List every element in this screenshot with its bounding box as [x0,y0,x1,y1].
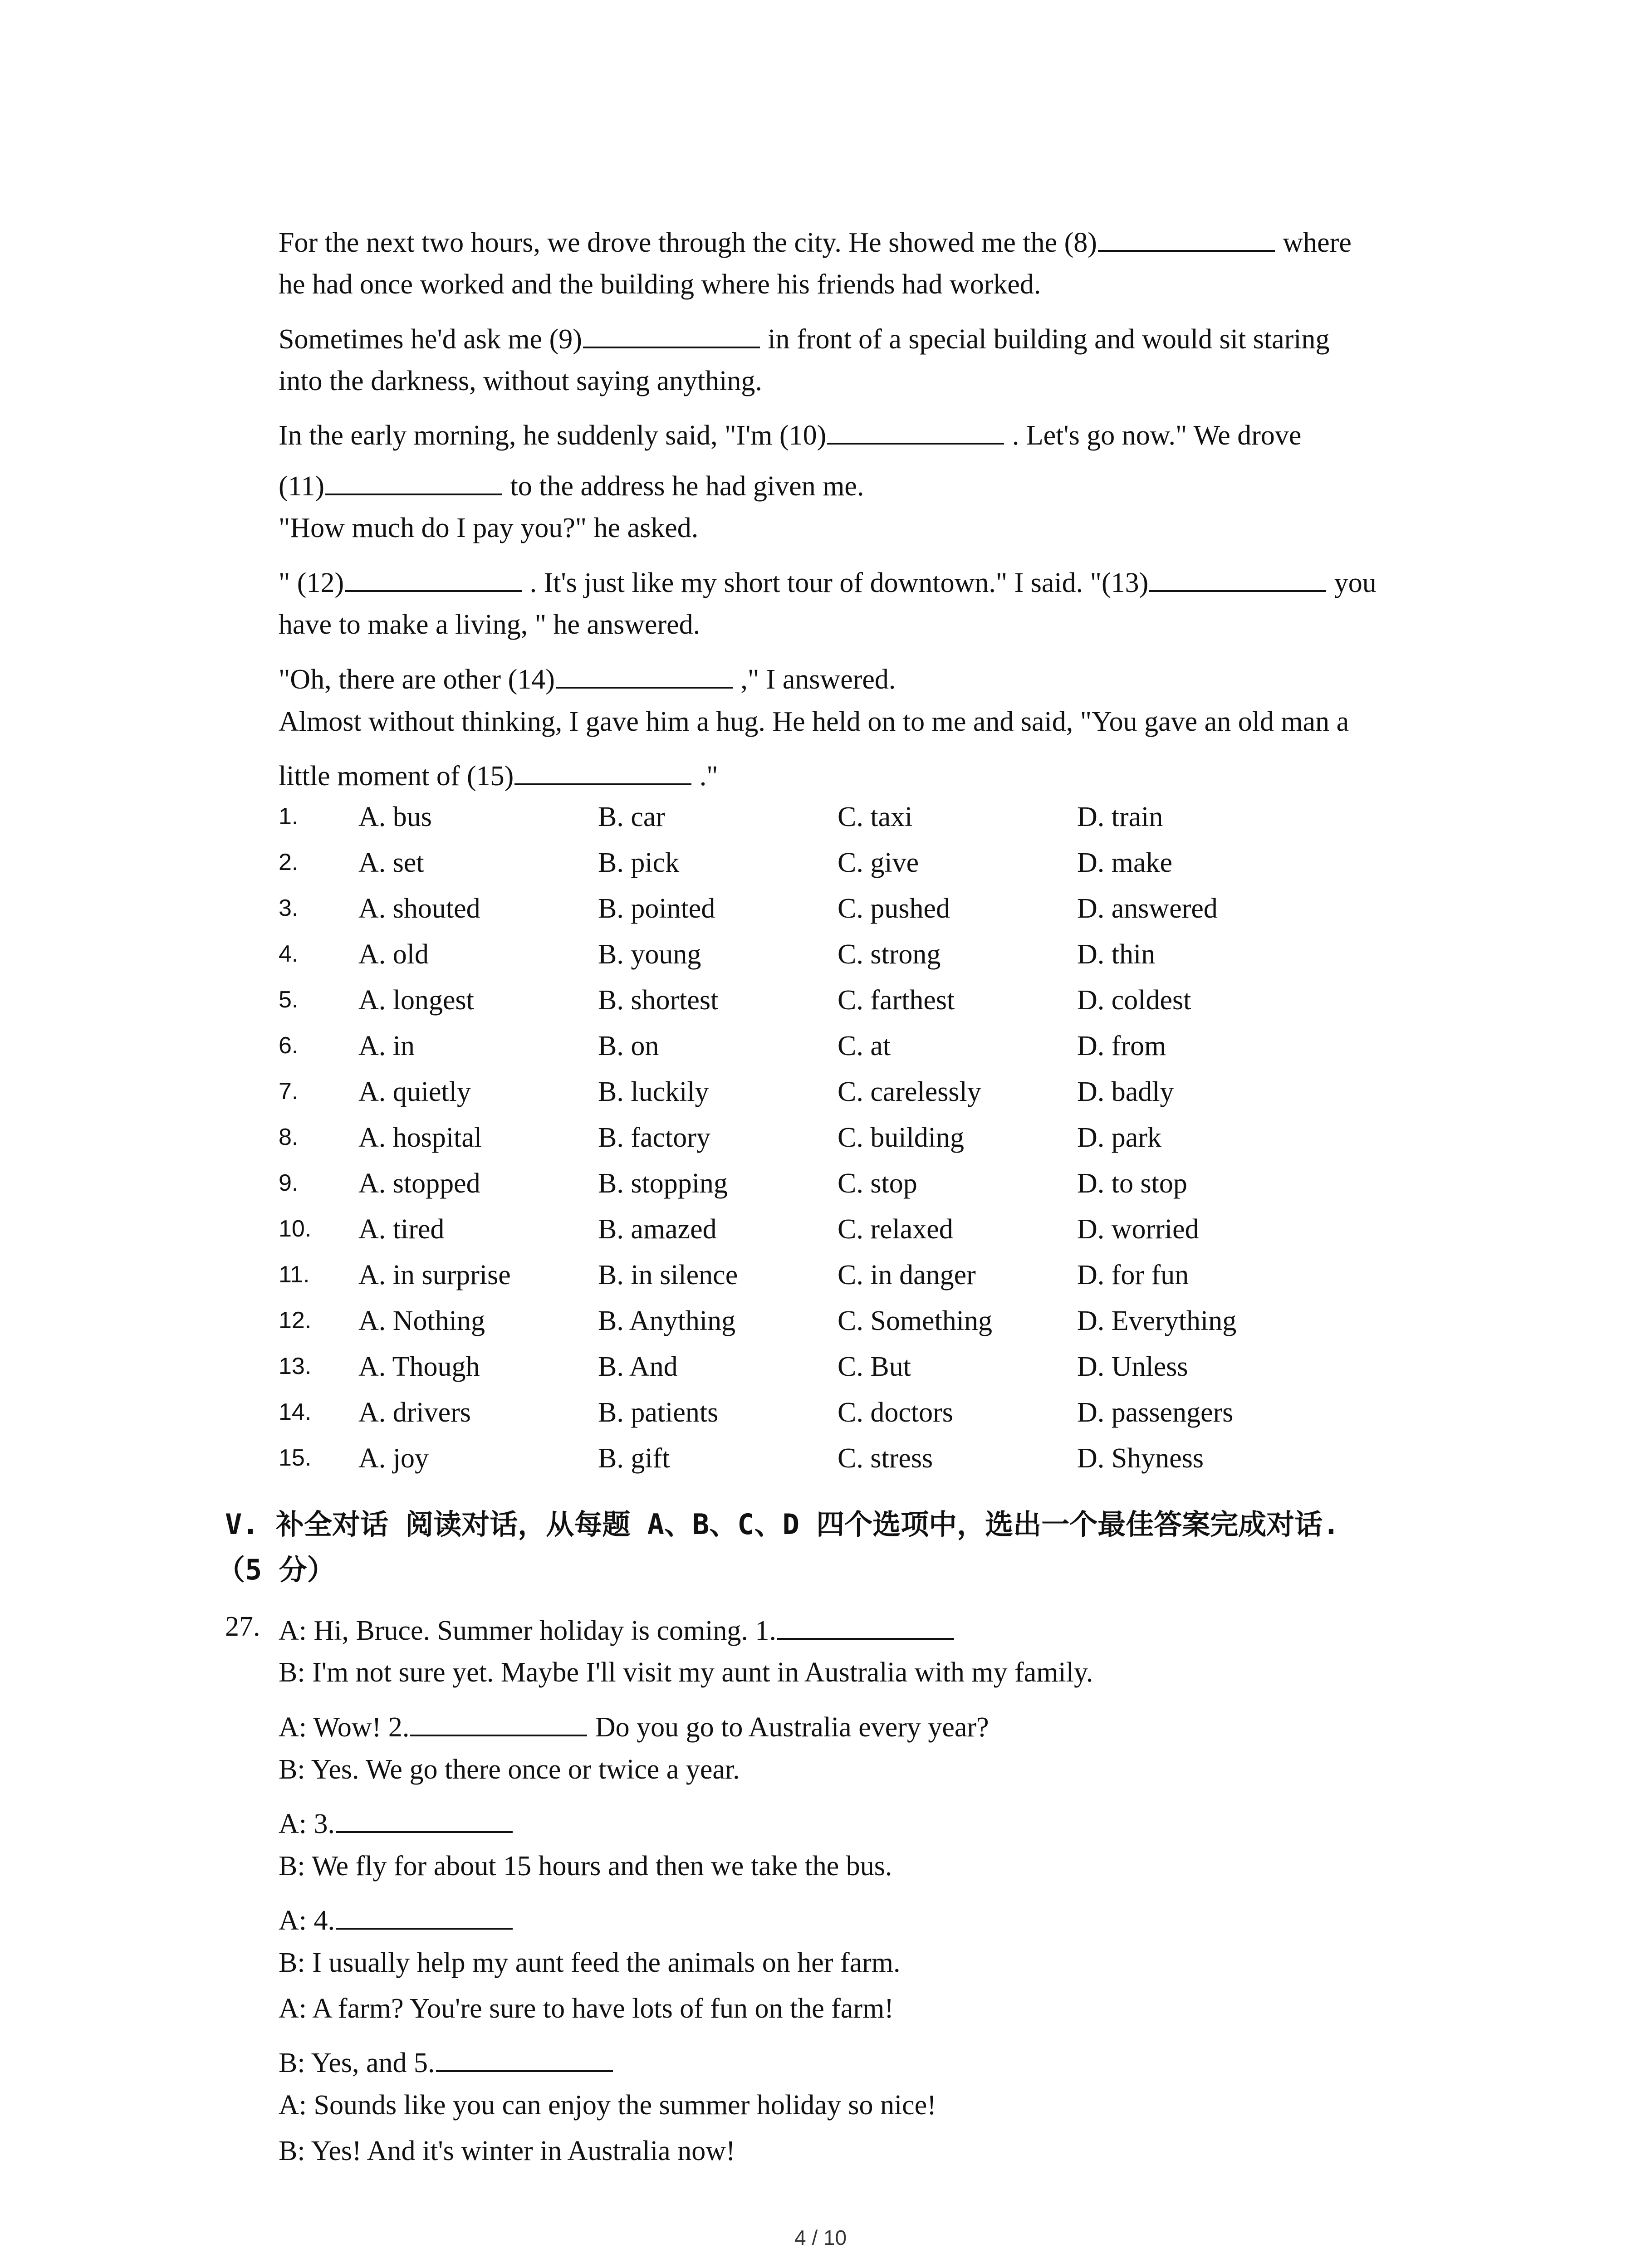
question-number: 1. [279,803,299,830]
passage-text: ." [692,761,718,792]
option-c: C. taxi [838,802,913,832]
option-d: D. Everything [1077,1305,1237,1336]
option-c: C. But [838,1351,911,1382]
blank-13 [1149,565,1326,592]
passage-line: Almost without thinking, I gave him a hug. He held on to me and said, "You gave an old man a [279,706,1349,737]
dialogue-line [279,2045,614,2077]
option-d: D. badly [1077,1076,1174,1107]
passage-line: into the darkness, without saying anything. [279,366,762,396]
blank-10 [827,417,1004,445]
option-b: B. young [598,939,701,970]
question-number: 14. [279,1399,312,1425]
dialogue-line: B: Yes! And it's winter in Australia now! [279,2136,735,2166]
option-c: C. give [838,847,919,878]
option-c: C. in danger [838,1260,976,1290]
option-d: D. park [1077,1122,1161,1153]
section-heading: V. 补全对话 阅读对话，从每题 A、B、C、D 四个选项中，选出一个最佳答案完成对话. [225,1508,1340,1541]
option-d: D. thin [1077,939,1156,970]
dialogue-blank-1 [777,1613,954,1640]
option-a: A. set [358,847,424,878]
option-d: D. to stop [1077,1168,1187,1199]
dialogue-line [279,1709,989,1741]
question-number: 11. [279,1261,310,1288]
question-number: 12. [279,1307,312,1334]
dialogue-text: Do you go to Australia every year? [588,1712,989,1743]
option-a: A. tired [358,1214,445,1245]
option-d: D. passengers [1077,1397,1234,1428]
passage-line [279,661,896,694]
question-number: 8. [279,1124,299,1150]
question-number: 3. [279,895,299,921]
option-c: C. pushed [838,893,950,924]
option-c: C. at [838,1031,891,1061]
option-b: B. stopping [598,1168,728,1199]
question-number: 15. [279,1445,312,1471]
option-b: B. patients [598,1397,719,1428]
question-number: 2. [279,849,299,875]
question-number: 5. [279,987,299,1013]
option-c: C. stress [838,1443,933,1474]
option-d: D. Unless [1077,1351,1188,1382]
blank-8 [1098,225,1275,252]
option-d: D. from [1077,1031,1166,1061]
question-number: 9. [279,1170,299,1196]
passage-text: little moment of (15) [279,761,514,792]
passage-text: to the address he had given me. [503,471,864,502]
dialogue-text: A: 4. [279,1905,335,1936]
passage-text: in front of a special building and would sit staring [760,324,1330,355]
option-d: D. make [1077,847,1173,878]
option-b: B. pointed [598,893,715,924]
passage-text: (11) [279,471,324,502]
passage-text: "Oh, there are other (14) [279,664,555,695]
option-a: A. Nothing [358,1305,485,1336]
option-b: B. amazed [598,1214,717,1245]
option-c: C. building [838,1122,965,1153]
dialogue-line: B: We fly for about 15 hours and then we take the bus. [279,1851,892,1882]
dialogue-line: A: Sounds like you can enjoy the summer holiday so nice! [279,2090,936,2121]
question-number: 7. [279,1078,299,1105]
page-number: 4 / 10 [794,2226,847,2249]
passage-text: . It's just like my short tour of downtown." I said. "(13) [523,567,1149,598]
option-c: C. Something [838,1305,993,1336]
passage-line [279,758,718,790]
option-b: B. Anything [598,1305,736,1336]
passage-line: "How much do I pay you?" he asked. [279,513,699,543]
option-a: A. drivers [358,1397,471,1428]
dialogue-blank-3 [336,1806,513,1833]
passage-line: he had once worked and the building where his friends had worked. [279,269,1041,300]
dialogue-line: B: Yes. We go there once or twice a year. [279,1754,740,1785]
dialogue-line: B: I usually help my aunt feed the animals on her farm. [279,1947,901,1978]
dialogue-line [279,1902,514,1935]
option-b: B. pick [598,847,680,878]
question-number: 4. [279,941,299,967]
dialogue-text: A: 3. [279,1809,335,1839]
option-a: A. in [358,1031,415,1061]
option-c: C. stop [838,1168,917,1199]
question-number: 6. [279,1032,299,1059]
option-b: B. factory [598,1122,710,1153]
blank-14 [556,661,733,689]
option-d: D. for fun [1077,1260,1189,1290]
blank-15 [514,758,691,785]
dialogue-line [279,1806,514,1838]
option-d: D. worried [1077,1214,1199,1245]
section-points: （5 分） [217,1553,335,1586]
passage-line: have to make a living, " he answered. [279,609,700,640]
option-a: A. old [358,939,429,970]
question-number: 27. [225,1611,260,1642]
option-a: A. in surprise [358,1260,511,1290]
passage-text: where [1275,227,1352,258]
passage-line [279,468,864,500]
option-a: A. hospital [358,1122,482,1153]
dialogue-text: A: Hi, Bruce. Summer holiday is coming. 1. [279,1615,776,1646]
option-b: B. And [598,1351,678,1382]
dialogue-line: A: A farm? You're sure to have lots of fun on the farm! [279,1993,894,2024]
dialogue-text: A: Wow! 2. [279,1712,410,1743]
passage-text: you [1327,567,1376,598]
option-a: A. Though [358,1351,480,1382]
dialogue-line: B: I'm not sure yet. Maybe I'll visit my aunt in Australia with my family. [279,1657,1093,1688]
passage-text: In the early morning, he suddenly said, "I'm (10) [279,420,827,451]
passage-line [279,321,1329,353]
option-b: B. luckily [598,1076,709,1107]
option-c: C. farthest [838,985,955,1016]
dialogue-text: B: Yes, and 5. [279,2048,435,2078]
option-a: A. longest [358,985,474,1016]
passage-line [279,225,1352,257]
blank-12 [345,565,522,592]
dialogue-blank-5 [436,2045,613,2072]
option-a: A. stopped [358,1168,480,1199]
option-b: B. gift [598,1443,670,1474]
passage-line [279,565,1376,597]
option-d: D. Shyness [1077,1443,1204,1474]
option-a: A. shouted [358,893,480,924]
option-a: A. joy [358,1443,429,1474]
passage-text: ," I answered. [733,664,896,695]
blank-11 [325,468,502,495]
option-a: A. bus [358,802,432,832]
blank-9 [583,321,760,348]
option-c: C. carelessly [838,1076,981,1107]
option-a: A. quietly [358,1076,471,1107]
option-b: B. in silence [598,1260,738,1290]
option-c: C. doctors [838,1397,953,1428]
passage-text: For the next two hours, we drove through the city. He showed me the (8) [279,227,1097,258]
option-c: C. relaxed [838,1214,953,1245]
question-number: 10. [279,1216,312,1242]
option-b: B. shortest [598,985,719,1016]
option-c: C. strong [838,939,941,970]
dialogue-line [279,1613,955,1645]
option-d: D. train [1077,802,1163,832]
dialogue-blank-2 [410,1709,587,1736]
passage-text: " (12) [279,567,344,598]
option-b: B. car [598,802,666,832]
passage-line [279,417,1301,450]
passage-text: . Let's go now." We drove [1005,420,1302,451]
option-d: D. coldest [1077,985,1191,1016]
option-d: D. answered [1077,893,1218,924]
question-number: 13. [279,1353,312,1379]
dialogue-blank-4 [336,1902,513,1930]
passage-text: Sometimes he'd ask me (9) [279,324,582,355]
option-b: B. on [598,1031,659,1061]
